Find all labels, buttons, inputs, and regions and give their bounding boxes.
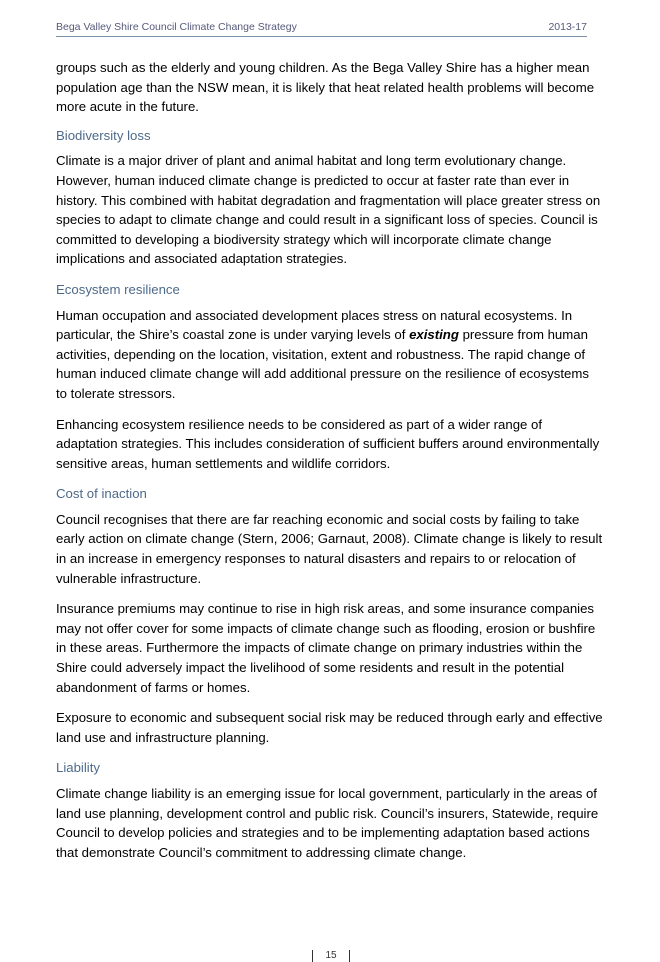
inaction-paragraph-1: Council recognises that there are far reaching economic and social costs by failing to take early action on climate change (Stern, 2006; Garnaut, 2008). Climate change is likely to result in an increase in emergency responses to natural disasters and repairs to or relocation of vulnerable infrastructure.: [56, 511, 603, 586]
ecosystem-paragraph-2: Enhancing ecosystem resilience needs to be considered as part of a wider range of adaptation strategies. This includes consideration of sufficient buffers around environmentally sensitive areas, human settlements and wildlife corridors.: [56, 416, 600, 471]
ecosystem-text-before: Human occupation and associated development places stress on natural ecosystems. In particular, the Shire’s coastal zone is under varying levels of: [56, 307, 573, 343]
page-header: [56, 21, 587, 37]
document-title: Bega Valley Shire Council Climate Change Strategy: [56, 21, 297, 33]
inaction-paragraph-3: Exposure to economic and subsequent social risk may be reduced through early and effective land use and infrastructure planning.: [56, 710, 603, 745]
ecosystem-paragraph-1: [56, 306, 603, 404]
biodiversity-heading: Biodiversity loss: [56, 127, 151, 143]
inaction-paragraph-2: Insurance premiums may continue to rise in high risk areas, and some insurance companies may not offer cover for some impacts of climate change such as flooding, erosion or bushfire in these areas. Furthermore the impacts of climate change on primary industries within the Shire could adversely impact the livelihood of some residents and result in the potential abandonment of farms or homes.: [56, 601, 596, 695]
liability-paragraph: Climate change liability is an emerging issue for local government, particularly in the areas of land use planning, development control and public risk. Council’s insurers, Statewide, require Council to develop policies and strategies and to be implementing adaptation based actions that demonstrate Council’s commitment to addressing climate change.: [56, 786, 599, 860]
ecosystem-text-after: pressure from human activities, depending on the location, visitation, extent and robustness. The rapid change of human induced climate change will add additional pressure on the resilience of ecosystems to tolerate stressors.: [56, 327, 589, 401]
page-number: 15: [312, 950, 350, 962]
ecosystem-emphasis: existing: [409, 327, 459, 343]
document-years: 2013-17: [548, 21, 587, 33]
liability-heading: Liability: [56, 760, 100, 776]
ecosystem-heading: Ecosystem resilience: [56, 281, 180, 297]
biodiversity-paragraph: Climate is a major driver of plant and animal habitat and long term evolutionary change. However, human induced climate change is predicted to occur at faster rate than ever in history. This combined with habitat degradation and fragmentation will place greater stress on species to adapt to climate change and could result in a significant loss of species. Council is committed to developing a biodiversity strategy which will incorporate climate change implications and associated adaptation strategies.: [56, 153, 601, 267]
page-body: [56, 58, 603, 873]
inaction-heading: Cost of inaction: [56, 486, 147, 502]
intro-paragraph: groups such as the elderly and young children. As the Bega Valley Shire has a higher mean population age than the NSW mean, it is likely that heat related health problems will become more acute in the future.: [56, 60, 595, 115]
